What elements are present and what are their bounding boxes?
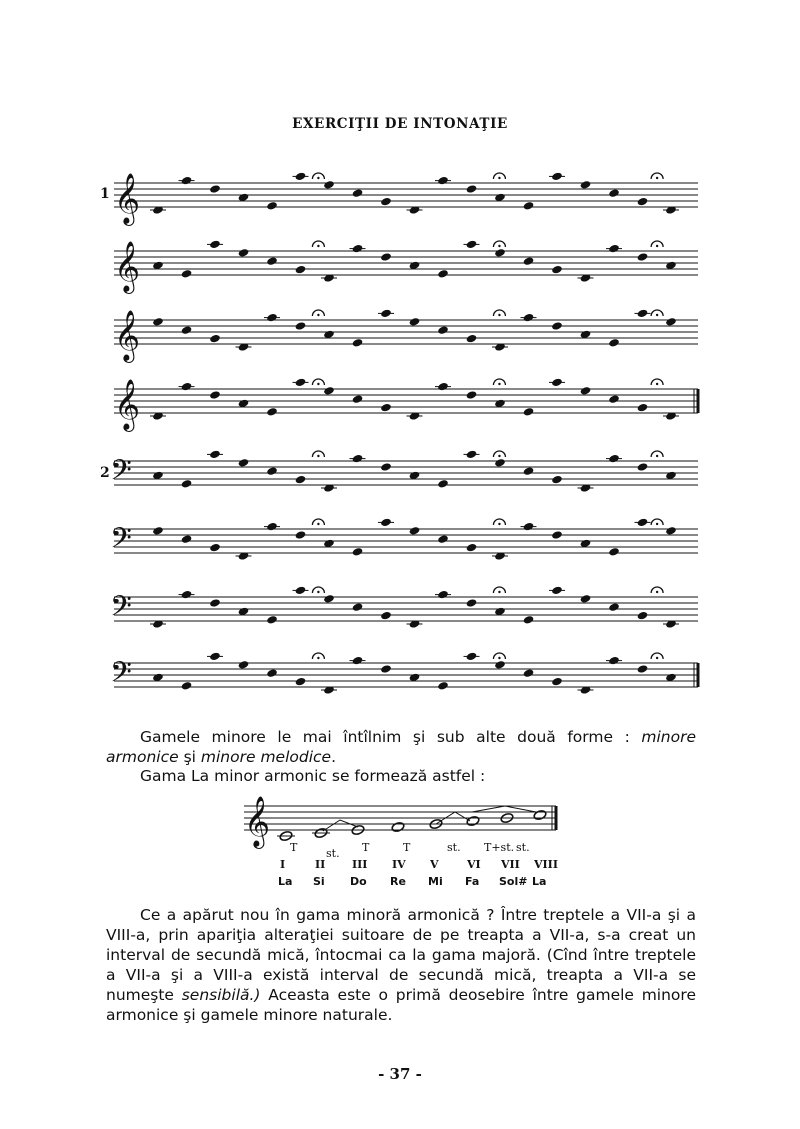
note-head [551, 530, 563, 540]
note-head [409, 317, 421, 327]
note-head [580, 386, 592, 396]
interval-label: T [403, 841, 411, 854]
note-name-label: Mi [428, 875, 443, 888]
note-head [266, 201, 278, 211]
note-head [380, 197, 392, 207]
note-head [238, 458, 250, 468]
note-head [352, 547, 364, 557]
note-head [181, 269, 193, 279]
page-title: EXERCIŢII DE INTONAŢIE [292, 116, 508, 132]
note-name-label: Re [390, 875, 406, 888]
note-head [295, 530, 307, 540]
note-head [238, 248, 250, 258]
bass-clef-icon: 𝄢 [110, 522, 132, 562]
note-name-label: Si [313, 875, 325, 888]
note-head [665, 526, 677, 536]
note-head [608, 338, 620, 348]
note-head [608, 547, 620, 557]
note-head [380, 611, 392, 621]
note-head [637, 403, 649, 413]
note-head [209, 598, 221, 608]
staff [110, 586, 698, 630]
whole-note [391, 821, 405, 832]
note-head [523, 615, 535, 625]
degree-label: V [430, 858, 439, 871]
note-head [209, 334, 221, 344]
note-head [551, 265, 563, 275]
bass-clef-icon: 𝄢 [110, 454, 132, 494]
note-head [466, 334, 478, 344]
bass-clef-icon: 𝄢 [110, 590, 132, 630]
note-head [608, 394, 620, 404]
note-head [352, 188, 364, 198]
note-head [209, 390, 221, 400]
degree-label: II [315, 858, 326, 871]
note-name-label: Do [350, 875, 367, 888]
degree-label: VI [467, 858, 481, 871]
note-head [466, 184, 478, 194]
note-head [551, 677, 563, 687]
note-head [295, 321, 307, 331]
note-head [466, 598, 478, 608]
page-number: - 37 - [378, 1065, 422, 1083]
note-head [437, 269, 449, 279]
degree-label: VIII [534, 858, 558, 871]
note-head [580, 594, 592, 604]
note-head [608, 188, 620, 198]
note-head [409, 526, 421, 536]
note-head [580, 180, 592, 190]
note-head [608, 602, 620, 612]
exercise-number-2: 2 [100, 465, 110, 481]
note-head [665, 317, 677, 327]
note-head [637, 611, 649, 621]
staff [110, 518, 698, 562]
note-head [380, 664, 392, 674]
interval-label: st. [516, 841, 530, 854]
note-head [380, 403, 392, 413]
note-head [494, 660, 506, 670]
note-head [181, 325, 193, 335]
note-head [323, 180, 335, 190]
note-head [523, 256, 535, 266]
note-head [209, 184, 221, 194]
note-head [352, 338, 364, 348]
treble-clef-icon: 𝄞 [114, 310, 141, 361]
note-head [266, 466, 278, 476]
interval-label: st. [326, 847, 340, 860]
interval-label: T [362, 841, 370, 854]
note-head [523, 407, 535, 417]
note-head [152, 526, 164, 536]
exercise-staves [110, 172, 698, 696]
note-head [380, 252, 392, 262]
note-head [352, 602, 364, 612]
note-head [295, 677, 307, 687]
staff [110, 450, 698, 494]
note-head [437, 534, 449, 544]
note-head [209, 543, 221, 553]
note-head [380, 462, 392, 472]
paragraph-harmonic-scale-intro: Gama La minor armonic se formează astfel : [140, 767, 486, 785]
note-head [295, 265, 307, 275]
staff [110, 652, 698, 696]
bass-clef-icon: 𝄢 [110, 656, 132, 696]
note-head [637, 664, 649, 674]
interval-label: T+st. [484, 841, 515, 854]
note-head [181, 534, 193, 544]
note-head [437, 479, 449, 489]
degree-label: IV [392, 858, 406, 871]
note-head [494, 458, 506, 468]
staff [114, 172, 698, 226]
note-name-label: La [278, 875, 293, 888]
staff [114, 378, 698, 432]
note-head [323, 386, 335, 396]
staff [114, 240, 698, 294]
paragraph-minor-forms: Gamele minore le mai întîlnim şi sub alte două forme : minore armonice şi minore melodice. [106, 728, 696, 766]
staff [114, 309, 698, 363]
note-head [238, 660, 250, 670]
note-head [266, 256, 278, 266]
note-head [323, 594, 335, 604]
treble-clef-icon: 𝄞 [244, 796, 271, 847]
note-head [295, 475, 307, 485]
note-head [466, 543, 478, 553]
note-head [181, 681, 193, 691]
note-head [352, 394, 364, 404]
note-head [494, 248, 506, 258]
note-head [181, 479, 193, 489]
note-head [437, 681, 449, 691]
exercise-number-1: 1 [100, 186, 110, 202]
treble-clef-icon: 𝄞 [114, 241, 141, 292]
interval-label: st. [447, 841, 461, 854]
note-name-label: Fa [465, 875, 480, 888]
note-name-label: La [532, 875, 547, 888]
note-head [551, 321, 563, 331]
note-head [637, 197, 649, 207]
note-head [637, 252, 649, 262]
note-head [523, 201, 535, 211]
interval-label: T [290, 841, 298, 854]
note-head [523, 668, 535, 678]
whole-note [466, 815, 480, 826]
note-head [466, 390, 478, 400]
treble-clef-icon: 𝄞 [114, 379, 141, 430]
note-head [523, 466, 535, 476]
degree-label: I [280, 858, 286, 871]
note-head [266, 407, 278, 417]
degree-label: VII [501, 858, 520, 871]
note-head [266, 668, 278, 678]
treble-clef-icon: 𝄞 [114, 173, 141, 224]
note-head [437, 325, 449, 335]
note-head [152, 317, 164, 327]
degree-label: III [352, 858, 368, 871]
note-head [637, 462, 649, 472]
paragraph-harmonic-explanation: Ce a apărut nou în gama minoră armonică ? Între treptele a VII-a şi a VIII-a, prin apariţia alteraţiei suitoare de pe treapta a VII-a, s-a creat un interval de secundă mică, întocmai ca la gama majoră. (Cînd între treptele a VII-a şi a VIII-a există interval de secundă mică, treapta a VII-a se numeşte sensibilă.) Aceasta este o primă deosebire între gamele minore armonice şi gamele minore naturale. [106, 906, 696, 1024]
note-head [551, 475, 563, 485]
note-name-label: Sol# [499, 875, 528, 888]
whole-note [533, 809, 547, 820]
note-head [266, 615, 278, 625]
